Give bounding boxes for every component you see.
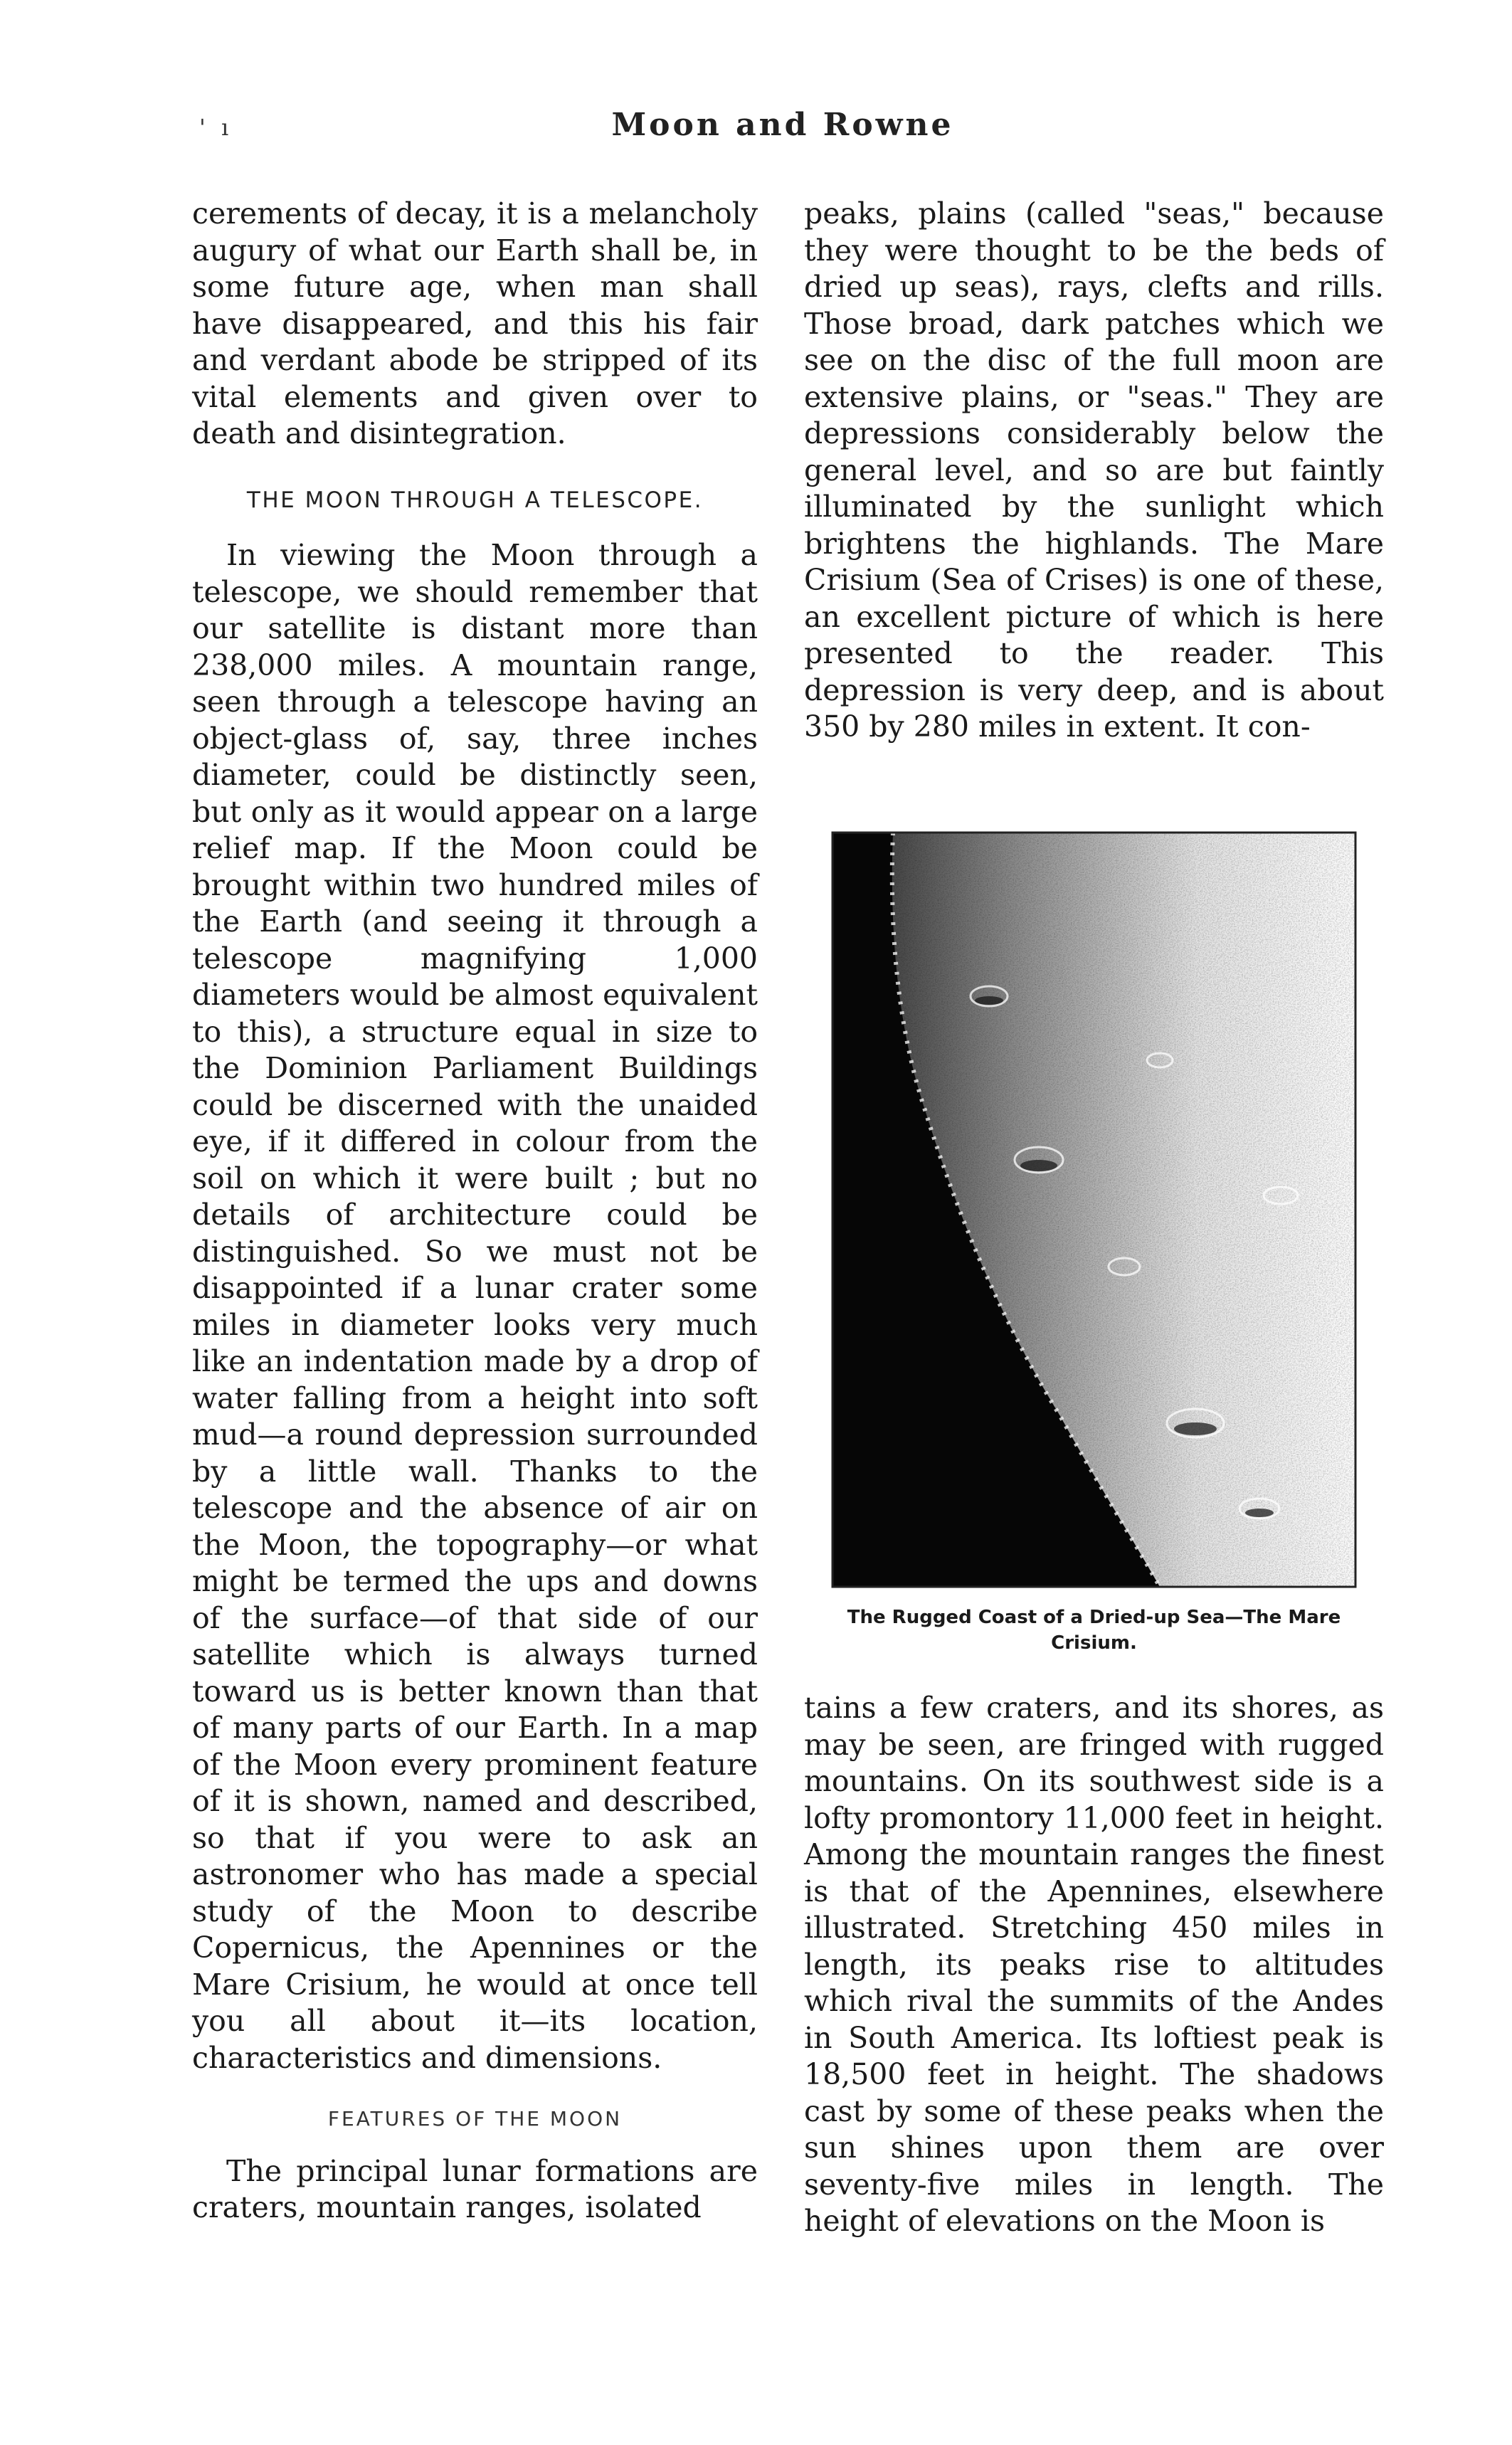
page-header bbox=[178, 107, 1387, 149]
left-column bbox=[192, 196, 758, 2227]
telescope-paragraph: In viewing the Moon through a telescope, we should remember that our satellite is distant more than 238,000 miles. A mountain range, seen through a telescope having an object-glass of, say, three inches diameter, could be distinctly seen, but only as it would appear on a large relief map. If the Moon could be brought within two hundred miles of the Earth (and seeing it through a telescope magnifying 1,000 diameters would be almost equivalent to this), a structure equal in size to the Dominion Parliament Buildings could be discerned with the unaided eye, if it differed in colour from the soil on which it were built ; but no details of architecture could be distinguished. So we must not be disappointed if a lunar crater some miles in diameter looks very much like an indentation made by a drop of water falling from a height into soft mud—a round depression surrounded by a little wall. Thanks to the telescope and the absence of air on the Moon, the topography—or what might be termed the ups and downs of the surface—of that side of our satellite which is always turned toward us is better known than that of many parts of our Earth. In a map of the Moon every prominent feature of it is shown, named and described, so that if you were to ask an astronomer who has made a special study of the Moon to describe Copernicus, the Apennines or the Mare Crisium, he would at once tell you all about it—its location, characteristics and dimensions. bbox=[192, 538, 758, 2075]
right-column-bottom bbox=[804, 1690, 1384, 2240]
intro-paragraph: cerements of decay, it is a melancholy augury of what our Earth shall be, in some future age, when man shall have disappeared, and this his fair and verdant abode be stripped of its vital elements and given over to death and disintegration. bbox=[192, 196, 758, 450]
moon-surface-photo-icon bbox=[825, 825, 1363, 1594]
seas-paragraph: peaks, plains (called "seas," because they were thought to be the beds of dried up seas), rays, clefts and rills. Those broad, dark patches which we see on the disc of the full moon are extensive plains, or "seas." They are depressions considerably below the general level, and so are but faintly illuminated by the sunlight which brightens the highlands. The Mare Crisium (Sea of Crises) is one of these, an excellent picture of which is here presented to the reader. This depression is very deep, and is about 350 by 280 miles in extent. It con- bbox=[804, 196, 1384, 744]
section-heading-features: FEATURES OF THE MOON bbox=[327, 2107, 623, 2130]
mountains-paragraph: tains a few craters, and its shores, as may be seen, are fringed with rugged mountains. On its southwest side is a lofty promontory 11,000 feet in height. Among the mountain ranges the finest is that of the Apennines, elsewhere illustrated. Stretching 450 miles in length, its peaks rise to altitudes which rival the summits of the Andes in South America. Its loftiest peak is 18,500 feet in height. The shadows cast by some of these peaks when the sun shines upon them are over seventy-five miles in length. The height of elevations on the Moon is bbox=[804, 1691, 1384, 2238]
features-paragraph: The principal lunar formations are craters, mountain ranges, isolated bbox=[192, 2153, 758, 2224]
running-title: Moon and Rowne bbox=[611, 107, 954, 143]
section-heading-telescope: THE MOON THROUGH A TELESCOPE. bbox=[246, 487, 704, 513]
right-column-top bbox=[804, 196, 1384, 746]
page-number: ' ı bbox=[199, 114, 233, 141]
figure-caption: The Rugged Coast of a Dried-up Sea—The Mare Crisium. bbox=[847, 1607, 1341, 1654]
moon-figure bbox=[825, 825, 1363, 1594]
